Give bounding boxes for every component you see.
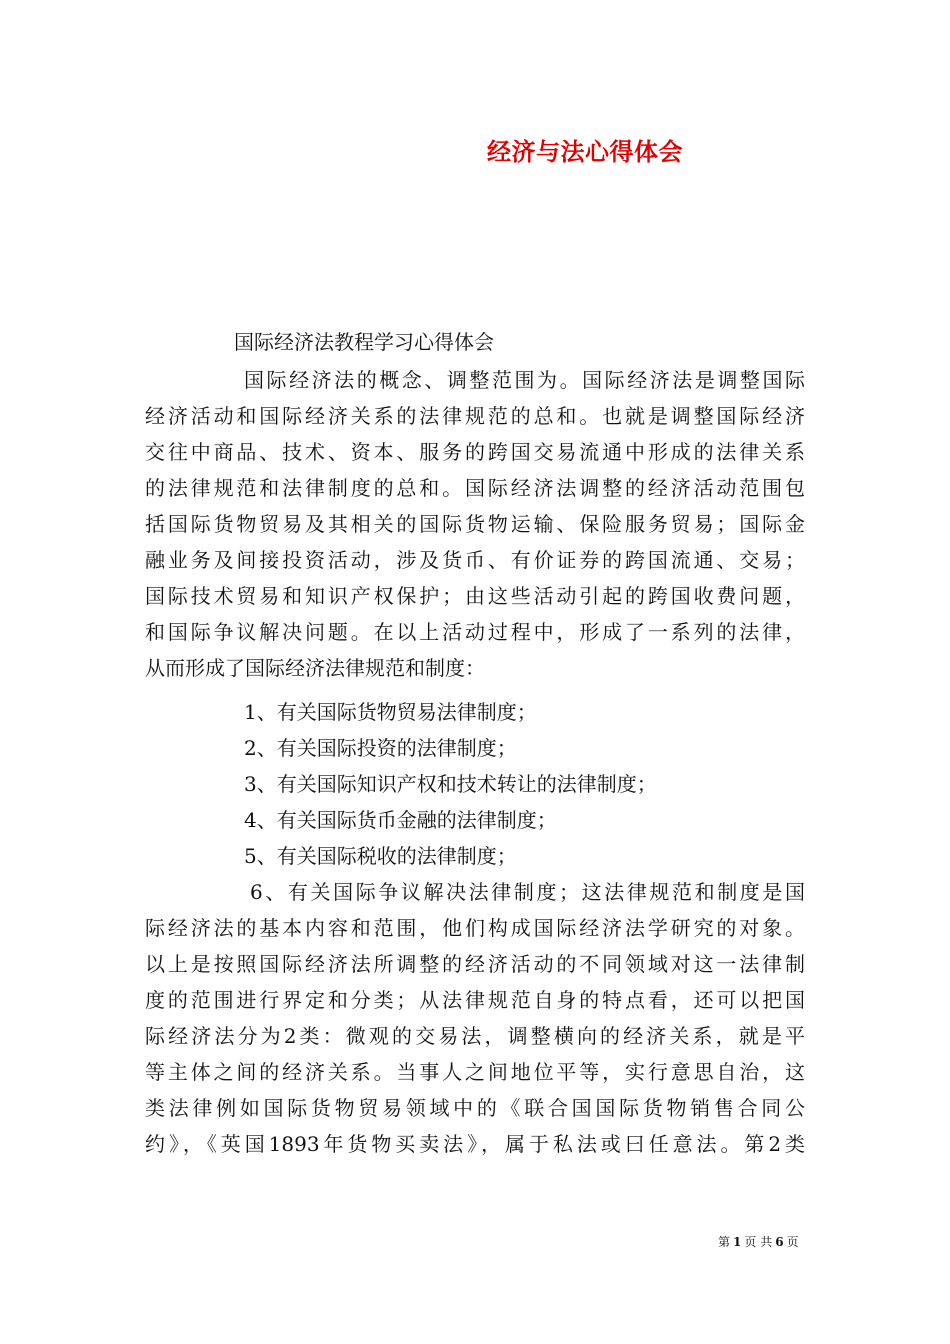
body-line: 以上是按照国际经济法所调整的经济活动的不同领域对这一法律制 bbox=[145, 952, 805, 976]
footer-suffix: 页 bbox=[786, 1235, 799, 1249]
body-line: 约》，《英国1893年货物买卖法》，属于私法或曰任意法。第2类 bbox=[145, 1132, 805, 1156]
footer-page-number: 1 bbox=[733, 1235, 742, 1249]
list-item: 6、有关国际争议解决法律制度；这法律规范和制度是国 bbox=[250, 880, 805, 904]
footer-middle: 页 共 bbox=[744, 1235, 773, 1249]
body-line: 从而形成了国际经济法律规范和制度： bbox=[145, 656, 485, 680]
subtitle: 国际经济法教程学习心得体会 bbox=[234, 330, 494, 354]
footer-total-pages: 6 bbox=[775, 1235, 784, 1249]
body-line: 国际技术贸易和知识产权保护；由这些活动引起的跨国收费问题， bbox=[145, 584, 805, 608]
page-title: 经济与法心得体会 bbox=[487, 137, 683, 166]
body-line: 际经济法的基本内容和范围，他们构成国际经济法学研究的对象。 bbox=[145, 916, 805, 940]
body-line: 括国际货物贸易及其相关的国际货物运输、保险服务贸易；国际金 bbox=[145, 512, 805, 536]
body-line: 交往中商品、技术、资本、服务的跨国交易流通中形成的法律关系 bbox=[145, 440, 805, 464]
body-line: 等主体之间的经济关系。当事人之间地位平等，实行意思自治，这 bbox=[145, 1060, 805, 1084]
body-line: 类法律例如国际货物贸易领域中的《联合国国际货物销售合同公 bbox=[145, 1096, 805, 1120]
list-item: 4、有关国际货币金融的法律制度； bbox=[244, 808, 557, 832]
page-footer bbox=[718, 1233, 799, 1250]
body-line: 国际经济法的概念、调整范围为。国际经济法是调整国际 bbox=[244, 368, 805, 392]
list-item: 3、有关国际知识产权和技术转让的法律制度； bbox=[244, 772, 657, 796]
body-line: 际经济法分为2类：微观的交易法，调整横向的经济关系，就是平 bbox=[145, 1024, 805, 1048]
body-line: 的法律规范和法律制度的总和。国际经济法调整的经济活动范围包 bbox=[145, 476, 805, 500]
body-line: 融业务及间接投资活动，涉及货币、有价证券的跨国流通、交易； bbox=[145, 548, 805, 572]
body-line: 度的范围进行界定和分类；从法律规范自身的特点看，还可以把国 bbox=[145, 988, 805, 1012]
list-item: 2、有关国际投资的法律制度； bbox=[244, 736, 517, 760]
list-item: 5、有关国际税收的法律制度； bbox=[244, 844, 517, 868]
body-line: 和国际争议解决问题。在以上活动过程中，形成了一系列的法律， bbox=[145, 620, 805, 644]
list-item: 1、有关国际货物贸易法律制度； bbox=[244, 700, 537, 724]
body-line: 经济活动和国际经济关系的法律规范的总和。也就是调整国际经济 bbox=[145, 404, 805, 428]
footer-prefix: 第 bbox=[718, 1235, 731, 1249]
